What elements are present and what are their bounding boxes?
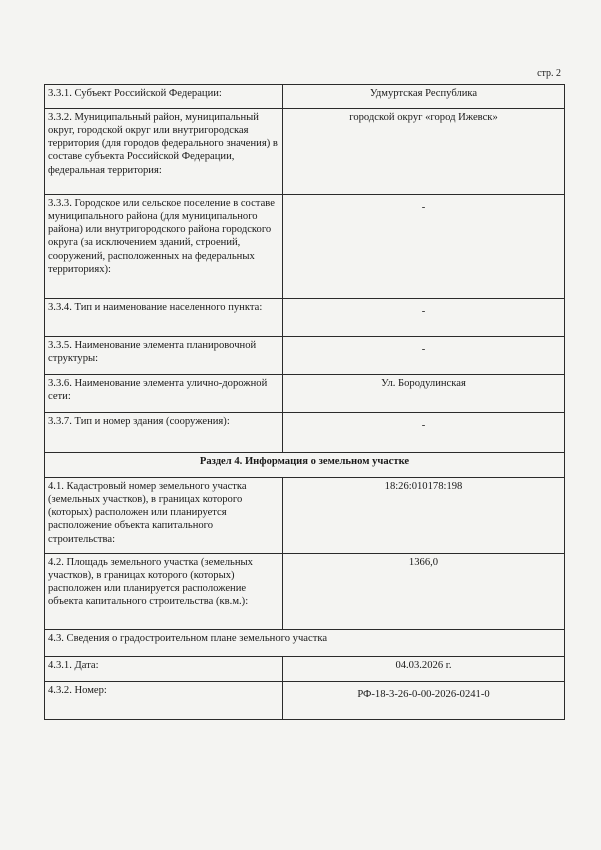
row-value-locality: - <box>283 299 565 337</box>
row-label-land-area: 4.2. Площадь земельного участка (земельных участков), в границах которого (которых) расположен или планируется расположение объекта капитального строительства (кв.м.): <box>45 554 283 630</box>
row-label-settlement: 3.3.3. Городское или сельское поселение в составе муниципального района (для муниципального района) или внутригородского района городского округа (за исключением зданий, строений, сооружений, расположенных на федеральных территориях): <box>45 195 283 299</box>
row-value-subject: Удмуртская Республика <box>283 85 565 109</box>
row-label-street: 3.3.6. Наименование элемента улично-дорожной сети: <box>45 375 283 413</box>
table-row <box>45 630 565 657</box>
row-value-settlement: - <box>283 195 565 299</box>
table-row <box>45 478 565 554</box>
table-row <box>45 337 565 375</box>
section-4-title: Раздел 4. Информация о земельном участке <box>45 453 565 478</box>
row-value-gpzu-date: 04.03.2026 г. <box>283 657 565 682</box>
table-row <box>45 554 565 630</box>
table-row <box>45 109 565 195</box>
row-value-land-area: 1366,0 <box>283 554 565 630</box>
table-row <box>45 85 565 109</box>
table-row <box>45 195 565 299</box>
row-label-municipal-district: 3.3.2. Муниципальный район, муниципальный округ, городской округ или внутригородская территория (для городов федерального значения) в составе субъекта Российской Федерации, федеральная территория: <box>45 109 283 195</box>
row-label-gpzu-info: 4.3. Сведения о градостроительном плане земельного участка <box>45 630 565 657</box>
row-value-building: - <box>283 413 565 453</box>
row-value-municipal-district: городской округ «город Ижевск» <box>283 109 565 195</box>
row-label-subject: 3.3.1. Субъект Российской Федерации: <box>45 85 283 109</box>
table-row <box>45 413 565 453</box>
page-number: стр. 2 <box>537 68 561 79</box>
row-value-gpzu-number: РФ-18-3-26-0-00-2026-0241-0 <box>283 682 565 720</box>
row-label-gpzu-date: 4.3.1. Дата: <box>45 657 283 682</box>
section-heading-row <box>45 453 565 478</box>
table-row <box>45 299 565 337</box>
row-label-building: 3.3.7. Тип и номер здания (сооружения): <box>45 413 283 453</box>
address-land-info-table <box>44 84 565 720</box>
row-label-gpzu-number: 4.3.2. Номер: <box>45 682 283 720</box>
row-value-street: Ул. Бородулинская <box>283 375 565 413</box>
row-label-cadastral-number: 4.1. Кадастровый номер земельного участка (земельных участков), в границах которого (которых) расположен или планируется расположение объекта капитального строительства: <box>45 478 283 554</box>
row-value-planning-structure: - <box>283 337 565 375</box>
table-row <box>45 657 565 682</box>
table-row <box>45 682 565 720</box>
row-label-planning-structure: 3.3.5. Наименование элемента планировочной структуры: <box>45 337 283 375</box>
row-label-locality: 3.3.4. Тип и наименование населенного пункта: <box>45 299 283 337</box>
table-row <box>45 375 565 413</box>
row-value-cadastral-number: 18:26:010178:198 <box>283 478 565 554</box>
